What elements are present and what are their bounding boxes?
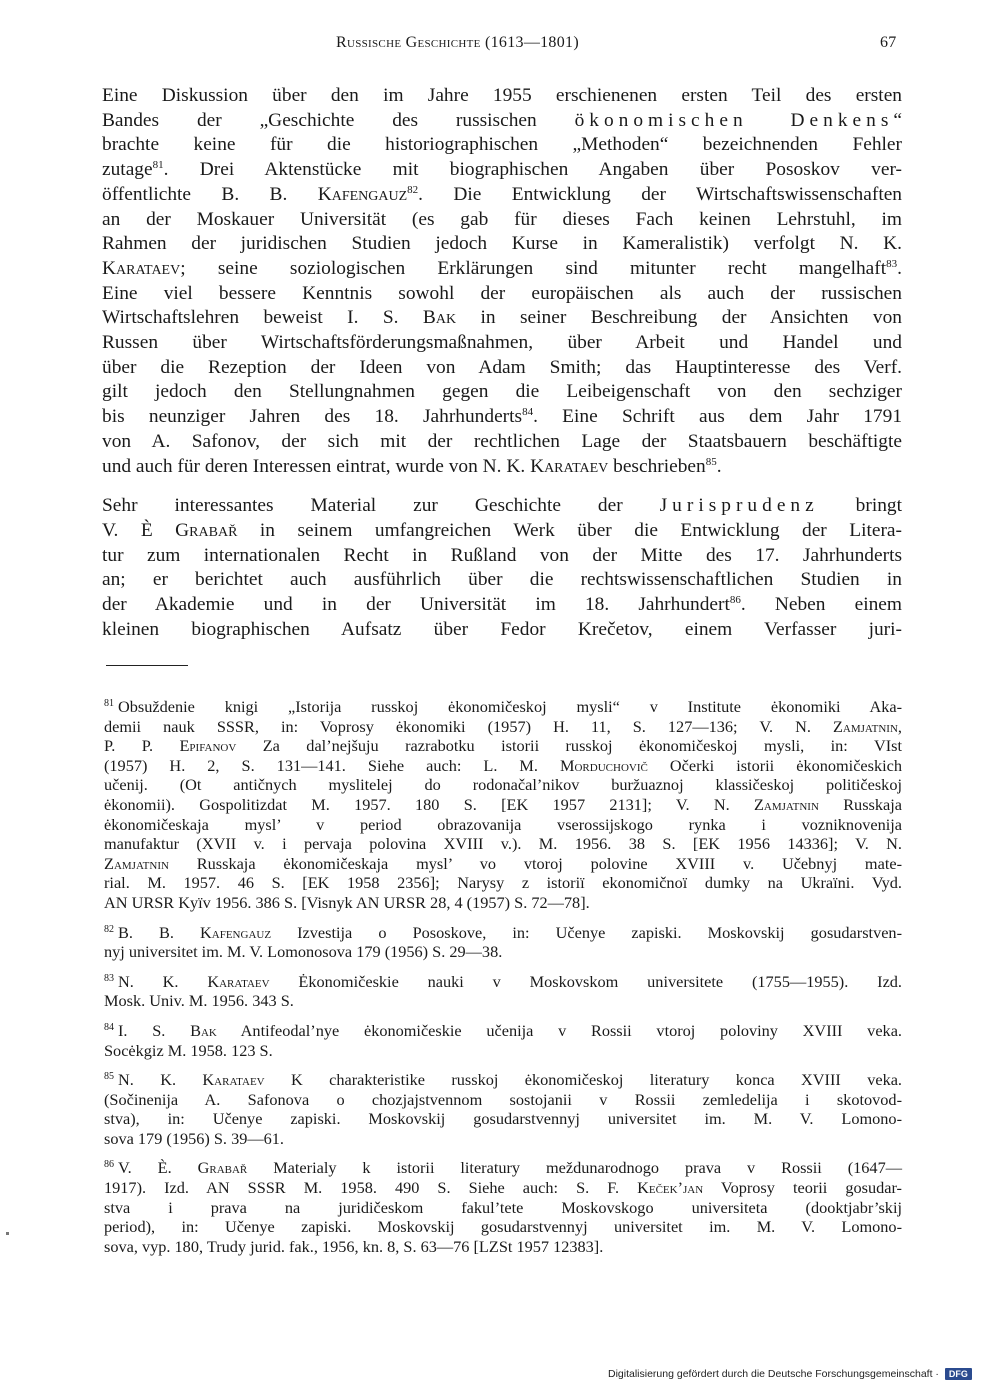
footnote-84: [104, 1021, 902, 1060]
footnote-number: 81: [104, 698, 114, 709]
footnote-81: [104, 697, 902, 913]
author-name: Zamjatnin: [104, 853, 169, 873]
footnote-ref: 83: [886, 257, 898, 270]
footnote-line: period), in: Učenye zapiski. Moskovskij gosudarstvennyj universitet im. M. V. Lomono-: [104, 1217, 902, 1237]
footnote-ref: 84: [522, 406, 534, 419]
footnote-number: 85: [104, 1071, 114, 1083]
footnote-separator: [106, 665, 188, 666]
author-name: Grabař: [175, 519, 238, 541]
author-name: Zamjatnin: [832, 716, 898, 736]
footnote-line: 1917). Izd. AN SSSR M. 1958. 490 S. Siehe auch: S. F. Kečekʼjan Voprosy teorii gosudar-: [104, 1178, 902, 1198]
footnote-line: nyj universitet im. M. V. Lomonosova 179 (1956) S. 29—38.: [104, 942, 503, 962]
footnote-line: ėkonomii). Gospolitizdat M. 1957. 180 S. [EK 1957 2131]; V. N. Zamjatnin Russkaja: [104, 794, 902, 814]
footnote-ref: 85: [705, 455, 717, 468]
text-line: und auch für deren Interessen eintrat, wurde von N. K. Karataev beschrieben$^{85}$.: [102, 455, 722, 477]
footnote-line: $^{83}$ N. K. Karataev Ėkonomičeskie nauki v Moskovskom universitete (1755—1955). Izd.: [104, 971, 903, 991]
footnote-line: Socėkgiz M. 1958. 123 S.: [104, 1040, 273, 1060]
footnote-82: [104, 923, 902, 962]
footnote-line: rial. M. 1957. 46 S. [EK 1958 2356]; Narysy z istoriï ekonomičnoï dumky na Ukraïni. Vyd.: [104, 873, 902, 893]
text-line: öffentlichte B. B. Kafengauz$^{82}$. Die Entwicklung der Wirtschaftswissenschaften: [102, 183, 903, 205]
author-name: Karataev: [202, 1070, 265, 1090]
author-name: Kafengauz: [200, 922, 272, 942]
text-line: V. È Grabař in seinem umfangreichen Werk über die Entwicklung der Litera-: [102, 519, 902, 541]
text-line: zutage$^{81}$. Drei Aktenstücke mit biographischen Angaben über Pososkov ver-: [102, 159, 902, 181]
footnote-line: $^{84}$ I. S. Bak Antifeodal’nye ėkonomičeskie učenija v Rossii vtoroj poloviny XVIII veka.: [104, 1020, 902, 1040]
footnote-line: stva), in: Učenye zapiski. Moskovskij gosudarstvennyj universitet im. M. V. Lomono-: [104, 1109, 902, 1129]
text-line: Eine Diskussion über den im Jahre 1955 erschienenen ersten Teil des ersten: [102, 85, 902, 106]
footnote-line: $^{82}$ B. B. Kafengauz Izvestija o Pososkove, in: Učenye zapiski. Moskovskij gosudarstven-: [104, 922, 902, 942]
text-line: an der Moskauer Universität (es gab für dieses Fach keinen Lehrstuhl, im: [102, 208, 902, 230]
author-name: Bak: [190, 1020, 217, 1040]
dfg-funding-banner: [608, 1368, 972, 1384]
footnote-85: [104, 1070, 902, 1148]
footnote-line: $^{85}$ N. K. Karataev K charakteristike russkoj ėkonomičeskoj literatury konca XVIII veka.: [104, 1070, 903, 1090]
text-line: kleinen biographischen Aufsatz über Fedor Krečetov, einem Verfasser juri-: [102, 618, 902, 640]
text-line: der Akademie und in der Universität im 18. Jahrhundert$^{86}$. Neben einem: [102, 594, 902, 616]
spaced-emphasis: ökonomischen Denkens: [574, 109, 894, 131]
footnote-line: ėkonomičeskaja mysl’ v period obrazovanija vserossijskogo rynka i vozniknovenija: [104, 814, 902, 834]
footnote-ref: 81: [152, 159, 164, 172]
paragraph-2: [102, 494, 902, 642]
author-name: Morduchovič: [560, 755, 648, 775]
author-name: Grabař: [197, 1158, 248, 1178]
footnote-line: stva i prava na juridičeskom fakul’tete Moskovskogo universiteta (dooktjabr’skij: [104, 1197, 902, 1217]
footnote-line: sova, vyp. 180, Trudy jurid. fak., 1956, kn. 8, S. 63—76 [LZSt 1957 12383].: [104, 1236, 604, 1256]
footnote-86: [104, 1158, 902, 1256]
footnote-line: $^{81}$ Obsuždenie knigi „Istorija russkoj ėkonomičeskoj mysli“ v Institute ėkonomiki Aka-: [104, 697, 902, 716]
text-line: brachte keine für die historiographischen „Methoden“ bezeichnenden Fehler: [102, 134, 902, 156]
author-name: Karataev: [102, 257, 181, 279]
footnote-line: sova 179 (1956) S. 39—61.: [104, 1128, 284, 1148]
main-text: [102, 84, 902, 642]
author-name: Kečekʼjan: [637, 1178, 704, 1198]
spaced-emphasis: Jurisprudenz: [659, 495, 819, 517]
footnote-line: demii nauk SSSR, in: Voprosy ėkonomiki (1957) H. 11, S. 127—136; V. N. Zamjatnin,: [104, 716, 902, 736]
author-name: Zamjatnin: [753, 794, 819, 814]
text-line: gilt jedoch den Stellungnahmen gegen die Leibeigenschaft von den sechziger: [102, 381, 902, 403]
footnote-line: učenij. (Ot antičnych myslitelej do rodonačal’nikov buržuaznoj klassičeskoj političeskoj: [104, 775, 902, 795]
author-name: Kafengauz: [317, 183, 408, 205]
scan-margin-mark: [6, 1232, 9, 1235]
footnote-line: $^{86}$ V. È. Grabař Materialy k istorii literatury meždunarodnogo prava v Rossii (1647—: [104, 1158, 902, 1178]
running-title: Russische Geschichte (1613—1801): [336, 34, 579, 51]
text-line: über die Rezeption der Ideen von Adam Smith; das Hauptinteresse des Verf.: [102, 356, 902, 378]
author-name: Karataev: [530, 455, 609, 477]
footnote-number: 86: [104, 1159, 114, 1171]
text-line: Karataev; seine soziologischen Erklärungen sind mitunter recht mangelhaft$^{83}$.: [102, 257, 902, 279]
page-number: 67: [880, 34, 897, 51]
dfg-funding-text: Digitalisierung gefördert durch die Deutsche Forschungsgemeinschaft ·: [608, 1368, 939, 1380]
footnote-83: [104, 972, 902, 1011]
footnote-number: 83: [104, 972, 114, 984]
footnote-ref: 86: [729, 594, 741, 607]
text-line: von A. Safonov, der sich mit der rechtlichen Lage der Staatsbauern beschäftigte: [102, 430, 902, 452]
footnotes: [104, 697, 902, 1266]
author-name: Karataev: [207, 971, 270, 991]
footnote-line: manufaktur (XVII v. i pervaja polovina XVIII v.). M. 1956. 38 S. [EK 1956 14336]; V. N.: [104, 834, 902, 854]
author-name: Bak: [422, 307, 457, 329]
footnote-line: (1957) H. 2, S. 131—141. Siehe auch: L. M. Morduchovič Očerki istorii ėkonomičeskich: [104, 755, 903, 775]
page-header: [0, 34, 1000, 58]
footnote-number: 82: [104, 923, 114, 935]
text-line: bis neunziger Jahren des 18. Jahrhunderts$^{84}$. Eine Schrift aus dem Jahr 1791: [102, 406, 903, 428]
text-line: an; er berichtet auch ausführlich über die rechtswissenschaftlichen Studien in: [102, 569, 902, 591]
text-line: Russen über Wirtschaftsförderungsmaßnahmen, über Arbeit und Handel und: [102, 332, 902, 354]
dfg-logo: DFG: [945, 1368, 972, 1380]
footnote-number: 84: [104, 1021, 114, 1033]
footnote-line: (Sočinenija A. Safonova o chozjajstvennom sostojanii v Rossii zemledelija i skotovod-: [104, 1089, 902, 1109]
footnote-line: Zamjatnin Russkaja ėkonomičeskaja mysl’ vo vtoroj polovine XVIII v. Učebnyj mate-: [104, 853, 902, 873]
text-line: Rahmen der juridischen Studien jedoch Kurse in Kameralistik) verfolgt N. K.: [102, 233, 902, 255]
footnote-line: P. P. Epifanov Za dal’nejšuju razrabotku istorii russkoj ėkonomičeskoj mysli, in: VIst: [104, 736, 902, 756]
footnote-line: AN URSR Kyïv 1956. 386 S. [Visnyk AN URSR 28, 4 (1957) S. 72—78].: [104, 892, 590, 912]
text-line: tur zum internationalen Recht in Rußland von der Mitte des 17. Jahrhunderts: [102, 544, 902, 566]
text-line: Sehr interessantes Material zur Geschichte der Jurisprudenz bringt: [102, 495, 902, 517]
footnote-ref: 82: [407, 183, 419, 196]
author-name: Epifanov: [179, 736, 237, 756]
text-line: Wirtschaftslehren beweist I. S. Bak in seiner Beschreibung der Ansichten von: [102, 307, 902, 329]
footnote-line: Mosk. Univ. M. 1956. 343 S.: [104, 991, 294, 1011]
text-line: Eine viel bessere Kenntnis sowohl der europäischen als auch der russischen: [102, 282, 902, 304]
paragraph-1: [102, 84, 902, 479]
text-line: Bandes der „Geschichte des russischen ökonomischen Denkens“: [102, 109, 902, 131]
